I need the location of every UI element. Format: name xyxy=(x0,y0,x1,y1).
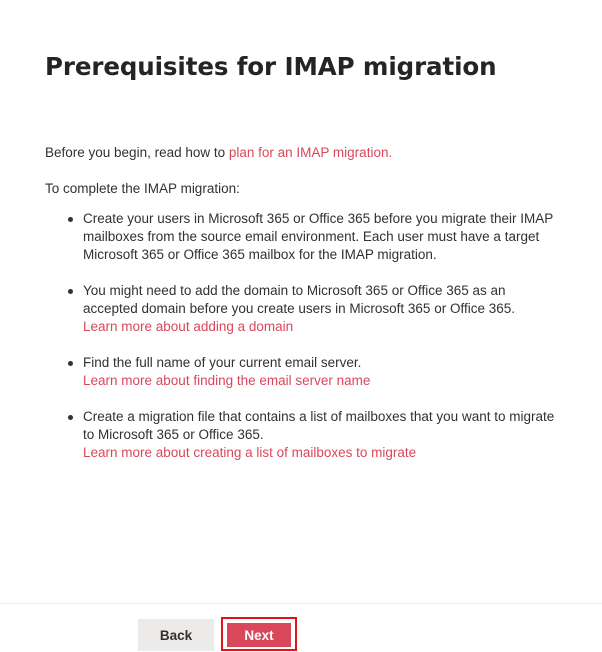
mailbox-list-link[interactable]: Learn more about creating a list of mailboxes to migrate xyxy=(83,445,417,460)
next-button[interactable]: Next xyxy=(227,623,291,647)
plan-imap-migration-link[interactable]: plan for an IMAP migration. xyxy=(228,145,393,160)
lead-text: To complete the IMAP migration: xyxy=(45,181,240,196)
list-item-email-server xyxy=(65,354,555,390)
intro-text xyxy=(45,144,392,161)
footer-bar xyxy=(0,603,602,652)
list-item-text: Find the full name of your current email server. xyxy=(83,355,362,370)
adding-domain-link[interactable]: Learn more about adding a domain xyxy=(83,319,294,334)
list-item-text: Create your users in Microsoft 365 or Office 365 before you migrate their IMAP mailboxes from the source email environment. Each user must have a target Microsoft 365 or Office 365 mailbox for the IMAP migration. xyxy=(83,211,553,262)
prerequisites-list xyxy=(65,210,555,480)
list-item-text: Create a migration file that contains a list of mailboxes that you want to migrate to Microsoft 365 or Office 365. xyxy=(83,409,555,442)
intro-label: Before you begin, read how to xyxy=(45,145,229,160)
list-item-text: You might need to add the domain to Microsoft 365 or Office 365 as an accepted domain before you create users in Microsoft 365 or Office 365. xyxy=(83,283,515,316)
list-item-add-domain xyxy=(65,282,555,336)
next-button-highlight xyxy=(221,617,297,651)
email-server-name-link[interactable]: Learn more about finding the email server name xyxy=(83,373,371,388)
list-item-create-users xyxy=(65,210,555,264)
list-item-migration-file xyxy=(65,408,555,462)
back-button[interactable]: Back xyxy=(138,619,214,651)
page-title: Prerequisites for IMAP migration xyxy=(45,52,497,81)
